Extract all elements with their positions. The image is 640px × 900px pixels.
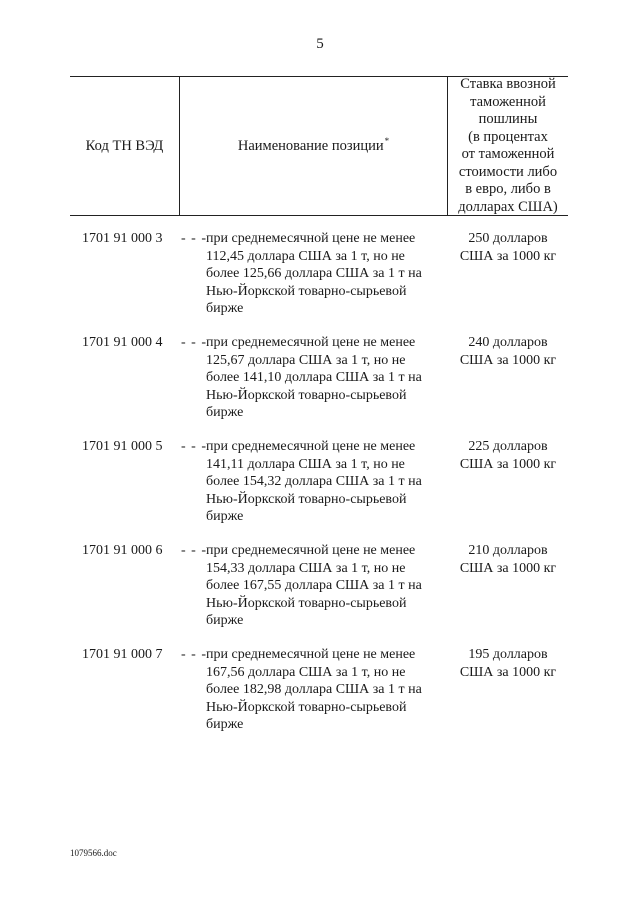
row-code: 1701 91 000 5 bbox=[82, 439, 163, 454]
table-row bbox=[70, 646, 568, 750]
row-rate: 195 долларов США за 1000 кг bbox=[459, 647, 557, 680]
row-code: 1701 91 000 4 bbox=[82, 335, 163, 350]
row-rate: 250 долларов США за 1000 кг bbox=[459, 231, 557, 264]
header-rate bbox=[448, 77, 568, 215]
row-description: при среднемесячной цене не менее 112,45 доллара США за 1 т, но не более 125,66 доллара США за 1 т на Нью-Йоркской товарно-сырьевой бирже bbox=[206, 231, 422, 317]
footer-file-name: 1079566.doc bbox=[70, 848, 117, 858]
row-dash: - - - bbox=[181, 335, 207, 350]
row-description: при среднемесячной цене не менее 167,56 доллара США за 1 т, но не более 182,98 доллара США за 1 т на Нью-Йоркской товарно-сырьевой бирже bbox=[206, 647, 422, 733]
row-dash: - - - bbox=[181, 231, 207, 246]
table-row bbox=[70, 334, 568, 438]
header-name-label bbox=[238, 137, 389, 155]
row-code: 1701 91 000 7 bbox=[82, 647, 163, 662]
row-code: 1701 91 000 3 bbox=[82, 231, 163, 246]
row-code: 1701 91 000 6 bbox=[82, 543, 163, 558]
row-rate: 225 долларов США за 1000 кг bbox=[459, 439, 557, 472]
row-description: при среднемесячной цене не менее 154,33 доллара США за 1 т, но не более 167,55 доллара США за 1 т на Нью-Йоркской товарно-сырьевой бирже bbox=[206, 543, 422, 629]
row-dash: - - - bbox=[181, 439, 207, 454]
header-code-label: Код ТН ВЭД bbox=[85, 138, 164, 154]
row-dash: - - - bbox=[181, 543, 207, 558]
table-row bbox=[70, 542, 568, 646]
table-body bbox=[70, 230, 568, 750]
table-header bbox=[70, 76, 568, 216]
header-code bbox=[70, 77, 179, 215]
row-dash: - - - bbox=[181, 647, 207, 662]
row-rate: 240 долларов США за 1000 кг bbox=[459, 335, 557, 368]
row-description: при среднемесячной цене не менее 125,67 доллара США за 1 т, но не более 141,10 доллара США за 1 т на Нью-Йоркской товарно-сырьевой бирже bbox=[206, 335, 422, 421]
header-name-text: Наименование позиции bbox=[237, 138, 384, 154]
header-rate-label: Ставка ввозной таможенной пошлины (в процентах от таможенной стоимости либо в евро, либо в долларах США) bbox=[458, 76, 558, 215]
page-number: 5 bbox=[316, 36, 324, 52]
row-description: при среднемесячной цене не менее 141,11 доллара США за 1 т, но не более 154,32 доллара США за 1 т на Нью-Йоркской товарно-сырьевой бирже bbox=[206, 439, 422, 525]
tariff-table bbox=[70, 76, 568, 750]
header-name bbox=[180, 77, 447, 215]
table-row bbox=[70, 230, 568, 334]
table-row bbox=[70, 438, 568, 542]
row-rate: 210 долларов США за 1000 кг bbox=[459, 543, 557, 576]
footnote-mark: * bbox=[384, 136, 390, 147]
